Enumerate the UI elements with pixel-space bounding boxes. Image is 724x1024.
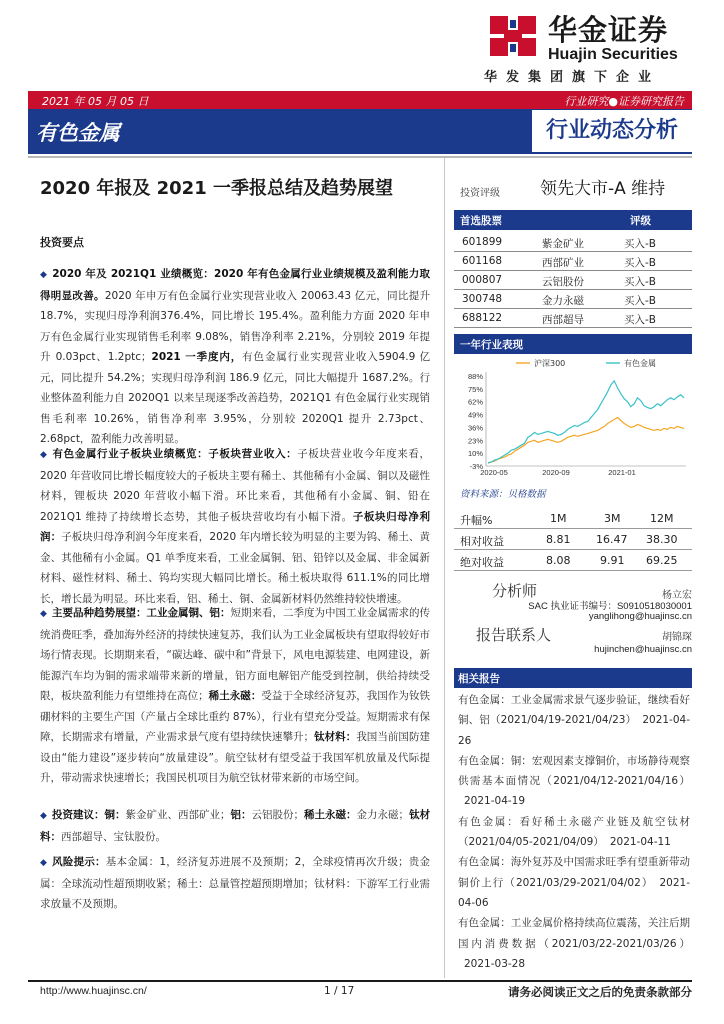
perf-col-1m: 1M (550, 512, 567, 525)
related-report-item[interactable] (458, 913, 690, 974)
stock-code: 601899 (462, 236, 503, 248)
related-report-title: 有色金属：工业金属价格持续高位震荡，关注后期国内消费数据（2021/03/22-2021/03/26） (458, 917, 690, 950)
perf-row-label: 绝对收益 (460, 556, 504, 569)
para-lead: 有色金属行业子板块业绩概览：子板块营业收入： (52, 448, 298, 460)
y-tick-label: 88% (467, 372, 483, 381)
perf-value: 8.81 (546, 533, 571, 546)
paragraph-outlook (40, 603, 430, 789)
diamond-bullet-icon: ◆ (40, 609, 47, 619)
perf-section-title: 一年行业表现 (460, 339, 523, 351)
related-report-date: 2021-04-06 (458, 876, 690, 909)
analyst-sac: SAC 执业证书编号：S0910518030001 (528, 601, 692, 612)
related-header (454, 668, 692, 688)
para-text: 基本金属：1，经济复苏进展不及预期；2，全球疫情再次升级；贵金属：全球流动性超预期收紧；稀土：总量管控超预期增加；钛材料：下游军工行业需求放量不及预期。 (40, 856, 431, 910)
brand-name-cn: 华金证券 (548, 13, 669, 47)
perf-value: 38.30 (646, 533, 678, 546)
sector-band (28, 109, 692, 154)
rating-label: 投资评级 (460, 188, 500, 199)
legend-label: 有色金属 (624, 359, 656, 368)
analyst-title: 分析师 (492, 582, 538, 600)
perf-row-relative (454, 529, 692, 550)
para-text: 子板块归母净利润今年度来看，2020 年内增长较为明显的主要为钨、稀土、黄金、其他稀有小金属。Q1 单季度来看，工业金属铜、铝、铅锌以及金属、非金属新材料、磁性材料、稀土、钨均实现大幅同比增长。稀土板块取得 611.1%的同比增长，增长最为明显。环比来看，铝、稀土、铜、金属新材料仍然维持较快增速。 (40, 531, 431, 605)
page-number: 1 / 17 (324, 985, 355, 997)
paragraph-subsectors (40, 444, 430, 609)
contact-name: 胡锦琛 (662, 632, 692, 643)
page-title: 2020 年报及 2021 一季报总结及趋势展望 (40, 178, 393, 199)
stock-name: 金力永磁 (542, 295, 584, 307)
column-divider (444, 158, 445, 978)
para-text: 金力永磁； (356, 809, 410, 821)
para-text: 子板块营业收今年度来看，2020 年营收同比增长幅度较大的子板块主要有稀土、其他稀有小金属、铜以及磁性材料，锂板块 2020 年营收小幅下滑。环比来看，其他稀有小金属、铜、铅在 2021Q1 维持了持续增长态势，其他子板块营收均有小幅下滑。 (40, 448, 431, 523)
para-text: 2020 年申万有色金属行业实现营业收入 20063.43 亿元，同比提升 18.7%，实现归母净利润376.4%，同比增长 195.4%。盈利能力方面 2020 年申万有色金属行业实现销售毛利率 9.08%，销售净利率 2.21%，分别较 2019 年提升 0.03pct、1.2ptc； (40, 289, 431, 363)
para-lead: 铜： (104, 809, 126, 821)
stock-row (454, 232, 692, 252)
diamond-bullet-icon: ◆ (40, 811, 47, 821)
paragraph-risk (40, 852, 430, 915)
y-tick-label: 36% (467, 423, 483, 433)
report-date: 2021 年 05 月 05 日 (42, 95, 149, 108)
perf-col-12m: 12M (650, 512, 674, 525)
sector-title: 有色金属 (36, 121, 120, 145)
y-tick-label: 75% (467, 384, 483, 394)
para-text: 受益于全球经济复苏，我国作为钕铁硼材料的主要生产国（产量占全球比重约 87%），行业有望充分受益。短期需求有保障，长期需求有增量，产业需求景气度有望持续快速攀升； (40, 690, 430, 743)
related-report-date: 2021-04-19 (464, 795, 526, 808)
report-type: 行业动态分析 (532, 110, 692, 152)
section-label: 投资要点 (40, 236, 84, 249)
analyst-name: 杨立宏 (662, 590, 692, 601)
related-report-item[interactable] (458, 690, 690, 751)
related-report-date: 2021-04-11 (609, 836, 671, 849)
perf-col-3m: 3M (604, 512, 621, 525)
related-report-item[interactable] (458, 812, 690, 853)
stock-row (454, 270, 692, 290)
related-report-date: 2021-04-26 (458, 714, 690, 747)
x-tick-label: 2021-01 (608, 468, 636, 477)
para-lead: 主要品种趋势展望：工业金属铜、铝： (51, 607, 231, 619)
brand-logo (486, 8, 696, 68)
stock-code: 300748 (462, 293, 503, 305)
y-tick-label: 62% (467, 397, 483, 407)
related-report-date: 2021-03-28 (464, 957, 526, 970)
stock-row (454, 308, 692, 328)
perf-value: 8.08 (546, 554, 571, 567)
para-text: 我国当前国防建设由“能力建设”逐步转向“放量建设”。航空钛材有望受益于我国军机放量及代际提升，带动需求快速增长；我国民机项目为航空钛材带来新的市场空间。 (40, 731, 431, 784)
series-line-hs300 (488, 418, 684, 464)
perf-row-absolute (454, 550, 692, 571)
para-lead: 2020 年有色金属行业业绩规模及盈利能力取得明显改善。 (40, 268, 430, 302)
perf-value: 69.25 (646, 554, 678, 567)
perf-section-header (454, 334, 692, 354)
stock-rating: 买入-B (624, 276, 656, 288)
header-divider (28, 156, 692, 158)
diamond-bullet-icon: ◆ (40, 270, 48, 280)
diamond-bullet-icon: ◆ (40, 858, 48, 868)
stock-rating: 买入-B (624, 295, 656, 307)
stock-code: 601168 (462, 255, 503, 267)
paragraph-advice (40, 805, 430, 847)
stock-header-right: 评级 (630, 215, 651, 227)
stock-name: 西部超导 (542, 314, 584, 326)
stock-code: 000807 (462, 274, 503, 286)
analyst-email[interactable]: yanglihong@huajinsc.cn (588, 611, 692, 622)
para-lead: 投资建议： (51, 809, 105, 821)
stock-name: 云铝股份 (542, 276, 584, 288)
stock-rating: 买入-B (624, 238, 656, 250)
para-lead: 稀土永磁： (304, 809, 357, 821)
para-lead: 子板块归母净利润： (40, 510, 430, 543)
y-tick-label: -3% (469, 462, 483, 471)
para-lead: 风险提示： (52, 856, 106, 868)
brand-name-en: Huajin Securities (548, 46, 678, 63)
chart-source: 资料来源：贝格数据 (460, 489, 546, 500)
para-lead: 铝： (230, 809, 252, 821)
stock-code: 688122 (462, 312, 503, 324)
legend-label: 沪深300 (534, 359, 566, 368)
para-text: 有色金属行业实现营业收入5904.9 亿元，同比提升 54.2%；实现归母净利润 186.9 亿元，同比大幅提升 1687.2%。行业整体盈利能力自 2020Q1 以来呈现逐季改善趋势，2021Q1 有色金属行业实现销售毛利率 10.26%，销售净利率 3.95%，分别较 2020Q1 提升 2.73pct、2.68pct，盈利能力改善明显。 (40, 351, 431, 445)
para-text: 短期来看，二季度为中国工业金属需求的传统消费旺季，叠加海外经济的持续快速复苏，我们认为工业金属板块有望取得较好市场行情表现。长期期来看，“碳达峰、碳中和”背景下，风电电源装建、电网建设，新能源汽车均为铜的需求端带来新的增量，铝方面电解铝产能受到控制，供给持续受限，板块盈利能力有望维持在高位； (40, 607, 431, 702)
contact-email[interactable]: hujinchen@huajinsc.cn (594, 644, 692, 655)
stock-table-header (454, 210, 692, 230)
y-tick-label: 23% (467, 436, 483, 446)
footer-divider (28, 980, 692, 982)
stock-name: 紫金矿业 (542, 238, 584, 250)
para-lead: 2020 年及 2021Q1 业绩概览： (52, 268, 215, 280)
paragraph-overview (40, 264, 430, 450)
series-line-nonferrous (488, 381, 684, 463)
related-report-title: 有色金属：铜：宏观因素支撑铜价，市场静待观察供需基本面情况（2021/04/12-2021/04/16） (458, 754, 690, 788)
perf-header-row (454, 508, 692, 529)
para-text: 云铝股份； (251, 809, 305, 821)
x-tick-label: 2020-09 (542, 468, 570, 477)
stock-row (454, 251, 692, 271)
footer-url[interactable]: http://www.huajinsc.cn/ (40, 985, 147, 997)
related-report-item[interactable] (458, 852, 690, 913)
x-tick-label: 2020-05 (480, 468, 508, 477)
related-title: 相关报告 (458, 673, 500, 685)
date-bar (28, 91, 692, 109)
stock-rating: 买入-B (624, 257, 656, 269)
breadcrumb: 行业研究●证券研究报告 (564, 95, 684, 108)
stock-header-left: 首选股票 (460, 215, 502, 227)
perf-row-label: 相对收益 (460, 535, 504, 548)
related-report-title: 有色金属：海外复苏及中国需求旺季有望重新带动铜价上行（2021/03/29-2021/04/02） (458, 856, 690, 889)
y-tick-label: 10% (467, 449, 483, 459)
slogan: 华发集团旗下企业 (484, 70, 661, 85)
footer-disclaimer: 请务必阅读正文之后的免责条款部分 (508, 985, 692, 999)
related-report-title: 有色金属：看好稀土永磁产业链及航空钛材（2021/04/05-2021/04/09） (458, 815, 690, 849)
related-report-item[interactable] (458, 751, 690, 812)
perf-value: 9.91 (600, 554, 625, 567)
perf-col-label: 升幅% (460, 514, 493, 527)
stock-row (454, 289, 692, 309)
rating-value: 领先大市-A 维持 (540, 179, 666, 199)
para-text: 紫金矿业、西部矿业； (125, 809, 231, 821)
diamond-bullet-icon: ◆ (40, 450, 48, 460)
performance-line-chart (454, 356, 692, 482)
logo-mark-icon (486, 12, 540, 60)
stock-name: 西部矿业 (542, 257, 584, 269)
perf-value: 16.47 (596, 533, 628, 546)
related-report-title: 有色金属：工业金属需求景气逐步验证，继续看好铜、铝（2021/04/19-2021/04/23） (458, 694, 690, 727)
related-reports-list (458, 690, 690, 974)
para-lead: 稀土永磁： (208, 690, 262, 702)
para-lead: 钛材料： (314, 731, 357, 743)
para-text: 西部超导、宝钛股份。 (61, 830, 166, 843)
y-tick-label: 49% (467, 410, 483, 420)
contact-title: 报告联系人 (476, 626, 552, 644)
stock-rating: 买入-B (624, 314, 656, 326)
para-lead: 钛材料： (40, 809, 431, 843)
para-lead: 2021 一季度内， (151, 351, 243, 363)
